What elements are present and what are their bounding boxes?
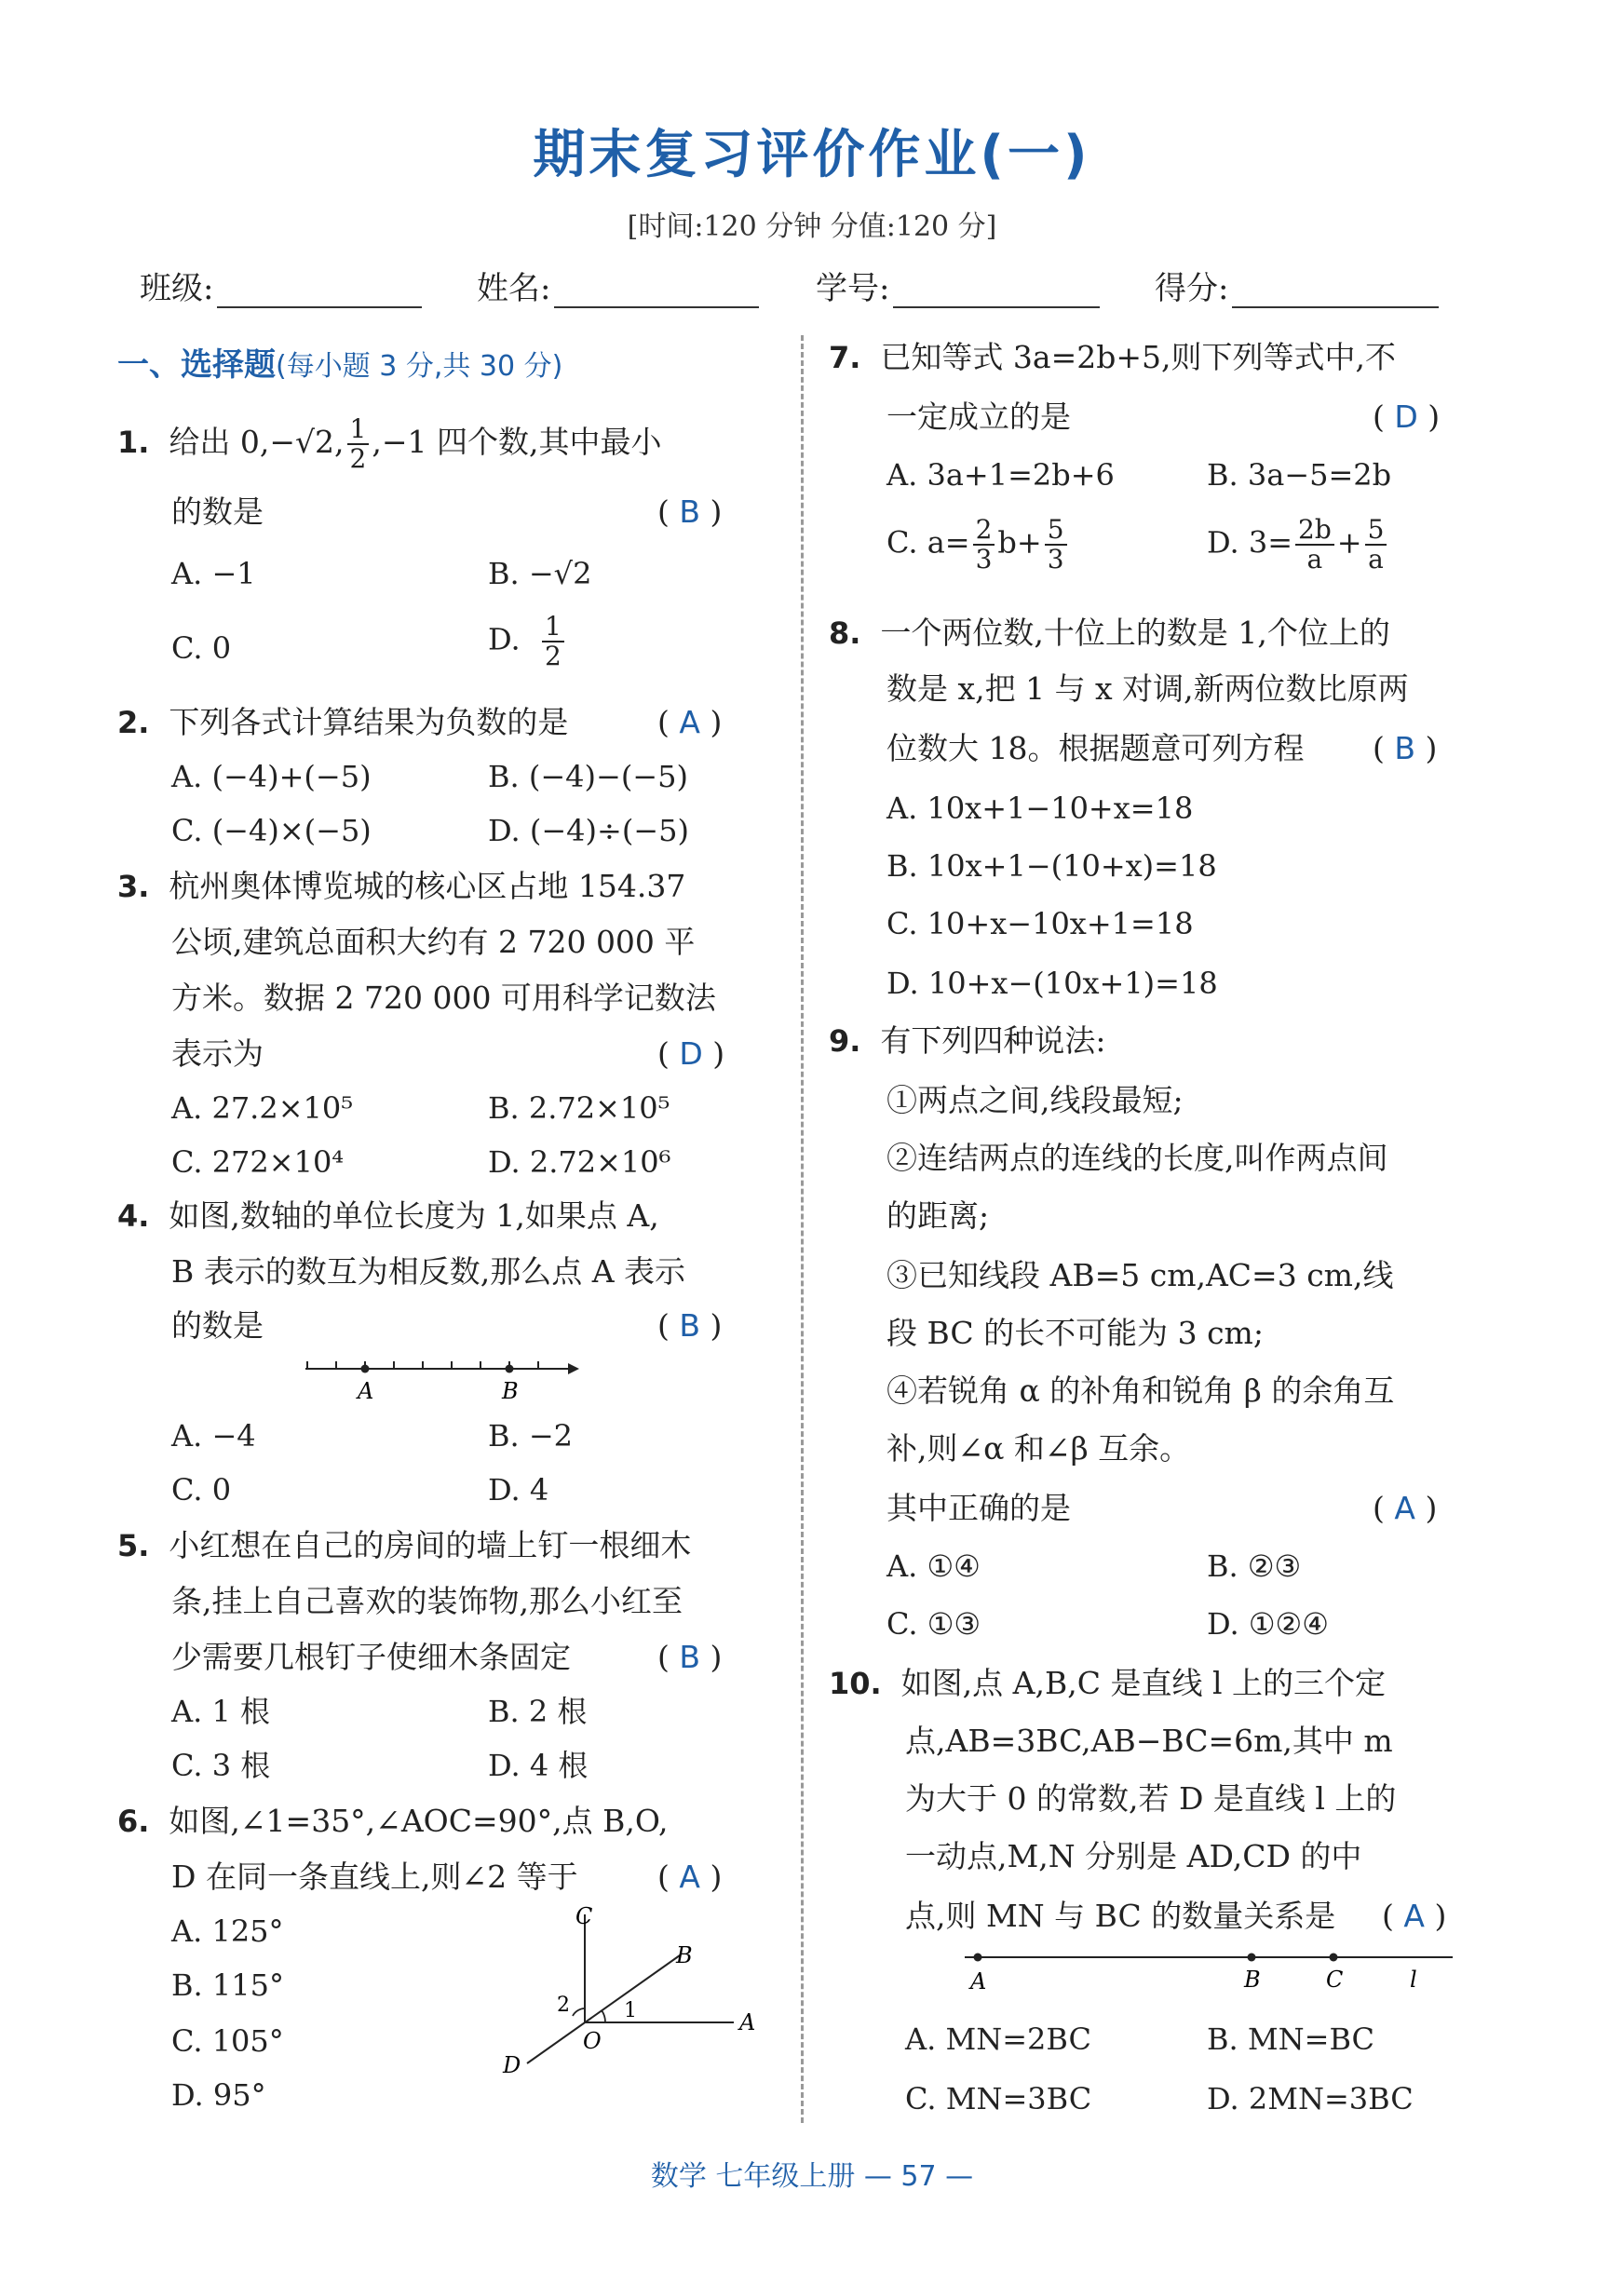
question-3-line-4: 表示为 [171, 1035, 264, 1072]
question-9: 9. 有下列四种说法: [829, 1022, 1106, 1059]
option-1A[interactable]: A. −1 [171, 556, 256, 591]
answer-6: ( A ) [657, 1859, 723, 1895]
option-4A[interactable]: A. −4 [171, 1418, 256, 1453]
statement-3-cont: 段 BC 的长不可能为 3 cm; [886, 1315, 1264, 1351]
question-7: 7. 已知等式 3a=2b+5,则下列等式中,不 [829, 339, 1396, 375]
student-number-field[interactable]: 学号: [816, 263, 1100, 308]
statement-4: ④若锐角 α 的补角和锐角 β 的余角互 [886, 1372, 1395, 1409]
option-7A[interactable]: A. 3a+1=2b+6 [886, 457, 1115, 493]
option-10D[interactable]: D. 2MN=3BC [1207, 2081, 1414, 2116]
option-1C[interactable]: C. 0 [171, 630, 232, 666]
option-5C[interactable]: C. 3 根 [171, 1748, 271, 1783]
answer-10: ( A ) [1382, 1898, 1447, 1934]
option-5A[interactable]: A. 1 根 [171, 1694, 270, 1729]
option-6D[interactable]: D. 95° [171, 2077, 266, 2113]
option-1D[interactable]: D. $\frac{1}{2}$ [488, 613, 567, 670]
question-10: 10. 如图,点 A,B,C 是直线 l 上的三个定 [829, 1665, 1386, 1701]
column-divider [801, 335, 804, 2123]
option-7C[interactable]: C. a= $\frac{2}{3}$ b+ $\frac{5}{3}$ [886, 516, 1070, 574]
question-1-line-2: 的数是 [171, 494, 264, 530]
option-6A[interactable]: A. 125° [171, 1913, 284, 1949]
option-9D[interactable]: D. ①②④ [1207, 1606, 1329, 1642]
question-7-line-2: 一定成立的是 [886, 399, 1071, 435]
question-1: 1. 给出 0,−√2, $\frac{1}{2}$ ,−1 四个数,其中最小 [117, 413, 662, 474]
question-6: 6. 如图,∠1=35°,∠AOC=90°,点 B,O, [117, 1803, 669, 1839]
answer-4: ( B ) [657, 1307, 723, 1344]
label-c: C [575, 1903, 593, 1929]
option-3B[interactable]: B. 2.72×10⁵ [488, 1090, 670, 1126]
question-5: 5. 小红想在自己的房间的墙上钉一根细木 [117, 1527, 692, 1563]
label-angle-1: 1 [624, 1999, 637, 2022]
option-3D[interactable]: D. 2.72×10⁶ [488, 1144, 671, 1180]
statement-2: ②连结两点的连线的长度,叫作两点间 [886, 1140, 1388, 1176]
score-field[interactable]: 得分: [1155, 263, 1439, 308]
question-8: 8. 一个两位数,十位上的数是 1,个位上的 [829, 615, 1390, 651]
option-4B[interactable]: B. −2 [488, 1418, 574, 1453]
question-10-line-3: 为大于 0 的常数,若 D 是直线 l 上的 [905, 1780, 1397, 1817]
line-bd [527, 1955, 680, 2063]
point-a-label: A [358, 1378, 374, 1404]
option-4D[interactable]: D. 4 [488, 1472, 549, 1508]
point-a-label: A [970, 1968, 987, 1994]
number-line-figure [298, 1350, 596, 1415]
option-8D[interactable]: D. 10+x−(10x+1)=18 [886, 966, 1218, 1001]
point-a-dot [361, 1365, 370, 1373]
option-10C[interactable]: C. MN=3BC [905, 2081, 1092, 2116]
point-b-dot [506, 1365, 514, 1373]
question-4-line-3: 的数是 [171, 1307, 264, 1344]
question-8-line-2: 数是 x,把 1 与 x 对调,新两位数比原两 [886, 670, 1409, 707]
question-10-line-4: 一动点,M,N 分别是 AD,CD 的中 [905, 1838, 1362, 1874]
page-footer: 数学 七年级上册 — 57 — [650, 2160, 974, 2193]
label-angle-2: 2 [557, 1994, 570, 2017]
option-3A[interactable]: A. 27.2×10⁵ [171, 1090, 354, 1126]
option-1B[interactable]: B. −√2 [488, 556, 592, 591]
option-8B[interactable]: B. 10x+1−(10+x)=18 [886, 848, 1217, 884]
option-9A[interactable]: A. ①④ [886, 1548, 981, 1584]
section-title: 一、选择题(每小题 3 分,共 30 分) [117, 346, 563, 384]
option-2A[interactable]: A. (−4)+(−5) [171, 759, 372, 794]
label-b: B [676, 1942, 693, 1968]
page-title: 期末复习评价作业(一) [533, 125, 1091, 185]
option-8C[interactable]: C. 10+x−10x+1=18 [886, 906, 1194, 941]
question-10-line-5: 点,则 MN 与 BC 的数量关系是 [905, 1898, 1336, 1934]
answer-7: ( D ) [1373, 399, 1441, 435]
class-field[interactable]: 班级: [140, 263, 422, 308]
angle-figure [484, 1896, 773, 2082]
question-4: 4. 如图,数轴的单位长度为 1,如果点 A, [117, 1197, 659, 1234]
answer-5: ( B ) [657, 1639, 723, 1675]
option-10A[interactable]: A. MN=2BC [905, 2021, 1091, 2057]
option-3C[interactable]: C. 272×10⁴ [171, 1144, 345, 1180]
option-6B[interactable]: B. 115° [171, 1967, 284, 2003]
option-10B[interactable]: B. MN=BC [1207, 2021, 1375, 2057]
option-5B[interactable]: B. 2 根 [488, 1694, 588, 1729]
answer-8: ( B ) [1373, 730, 1438, 766]
option-5D[interactable]: D. 4 根 [488, 1748, 589, 1783]
answer-9: ( A ) [1373, 1490, 1438, 1526]
answer-1: ( B ) [657, 494, 723, 530]
point-c-label: C [1326, 1967, 1344, 1993]
answer-3: ( D ) [657, 1035, 725, 1072]
statement-2-cont: 的距离; [886, 1197, 990, 1234]
question-9-ask: 其中正确的是 [886, 1490, 1071, 1526]
statement-1: ①两点之间,线段最短; [886, 1082, 1184, 1118]
option-7B[interactable]: B. 3a−5=2b [1207, 457, 1392, 493]
question-10-line-2: 点,AB=3BC,AB−BC=6m,其中 m [905, 1723, 1393, 1759]
line-l-label: l [1410, 1967, 1417, 1993]
statement-3: ③已知线段 AB=5 cm,AC=3 cm,线 [886, 1257, 1394, 1293]
option-2B[interactable]: B. (−4)−(−5) [488, 759, 688, 794]
line-l-figure [959, 1944, 1481, 2000]
question-5-line-2: 条,挂上自己喜欢的装饰物,那么小红至 [171, 1583, 683, 1619]
question-6-line-2: D 在同一条直线上,则∠2 等于 [171, 1859, 578, 1895]
point-b-label: B [502, 1378, 519, 1404]
statement-4-cont: 补,则∠α 和∠β 互余。 [886, 1430, 1191, 1467]
question-3-line-3: 方米。数据 2 720 000 可用科学记数法 [171, 980, 716, 1016]
option-7D[interactable]: D. 3= $\frac{2b}{a}$ + $\frac{5}{a}$ [1207, 516, 1389, 574]
label-a: A [739, 2009, 756, 2035]
option-9B[interactable]: B. ②③ [1207, 1548, 1302, 1584]
option-9C[interactable]: C. ①③ [886, 1606, 981, 1642]
option-2C[interactable]: C. (−4)×(−5) [171, 813, 372, 848]
name-field[interactable]: 姓名: [477, 263, 759, 308]
point-b-label: B [1244, 1967, 1261, 1993]
question-4-line-2: B 表示的数互为相反数,那么点 A 表示 [171, 1253, 686, 1290]
question-2: 2. 下列各式计算结果为负数的是 [117, 704, 569, 740]
option-2D[interactable]: D. (−4)÷(−5) [488, 813, 689, 848]
option-4C[interactable]: C. 0 [171, 1472, 232, 1508]
question-5-line-3: 少需要几根钉子使细木条固定 [171, 1639, 571, 1675]
time-score-note: [时间:120 分钟 分值:120 分] [627, 210, 997, 243]
question-8-line-3: 位数大 18。根据题意可列方程 [886, 730, 1305, 766]
option-6C[interactable]: C. 105° [171, 2023, 284, 2059]
answer-2: ( A ) [657, 704, 723, 740]
question-3: 3. 杭州奥体博览城的核心区占地 154.37 [117, 868, 686, 904]
label-o: O [583, 2028, 602, 2054]
option-8A[interactable]: A. 10x+1−10+x=18 [886, 791, 1194, 826]
label-d: D [503, 2052, 521, 2078]
question-3-line-2: 公顷,建筑总面积大约有 2 720 000 平 [171, 924, 696, 960]
